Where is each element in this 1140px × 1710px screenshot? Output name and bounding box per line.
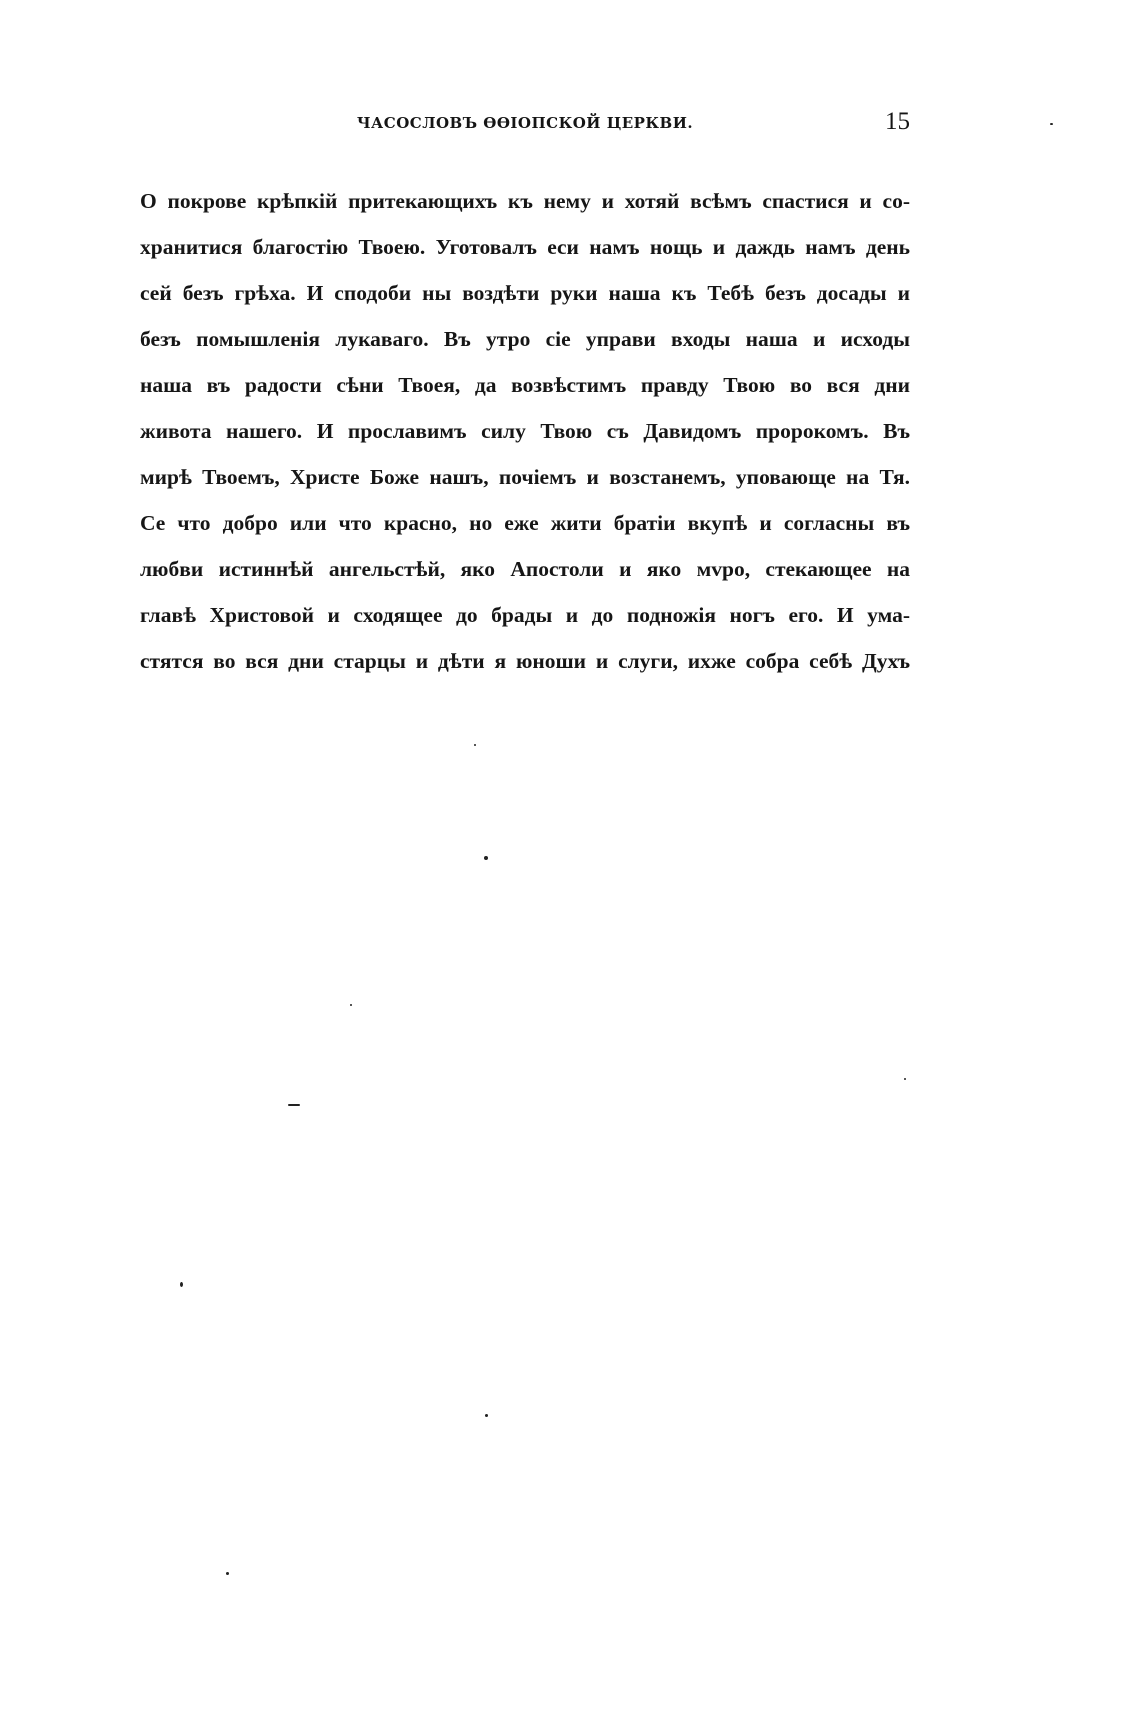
text-line: сей безъ грѣха. И сподоби ны воздѣти руки наша къ Тебѣ безъ досады и — [140, 281, 910, 305]
text-line: О покрове крѣпкій притекающихъ къ нему и хотяй всѣмъ спастися и со- — [140, 189, 910, 213]
scan-speck — [1050, 123, 1053, 125]
scan-speck — [485, 1414, 488, 1417]
scan-speck — [226, 1572, 229, 1575]
text-line: безъ помышленія лукаваго. Въ утро сіе управи входы наша и исходы — [140, 327, 910, 351]
scan-speck — [180, 1282, 183, 1287]
text-line: хранитися благостію Твоею. Уготовалъ еси намъ нощь и даждь намъ день — [140, 235, 910, 259]
scan-speck — [350, 1004, 352, 1006]
body-text — [140, 178, 910, 684]
scan-speck — [474, 744, 476, 746]
scan-speck — [904, 1078, 906, 1080]
text-line: любви истиннѣй ангельстѣй, яко Апостоли и яко мvро, стекающее на — [140, 557, 910, 581]
text-line: стятся во вся дни старцы и дѣти я юноши и слуги, ихже собра себѣ Духъ — [140, 649, 910, 673]
scan-speck — [484, 856, 488, 860]
running-head — [140, 108, 910, 142]
text-line: наша въ радости сѣни Твоея, да возвѣстимъ правду Твою во вся дни — [140, 373, 910, 397]
page-number: 15 — [885, 108, 910, 135]
text-line: главѣ Христовой и сходящее до брады и до подножія ногъ его. И ума- — [140, 603, 910, 627]
text-line: мирѣ Твоемъ, Христе Боже нашъ, почіемъ и возстанемъ, уповающе на Тя. — [140, 465, 910, 489]
running-title: ЧАСОСЛОВЪ ѲѲІОПСКОЙ ЦЕРКВИ. — [356, 114, 694, 132]
text-line: живота нашего. И прославимъ силу Твою съ Давидомъ пророкомъ. Въ — [140, 419, 910, 443]
text-line: Се что добро или что красно, но еже жити братіи вкупѣ и согласны въ — [140, 511, 910, 535]
scan-speck — [288, 1104, 300, 1106]
